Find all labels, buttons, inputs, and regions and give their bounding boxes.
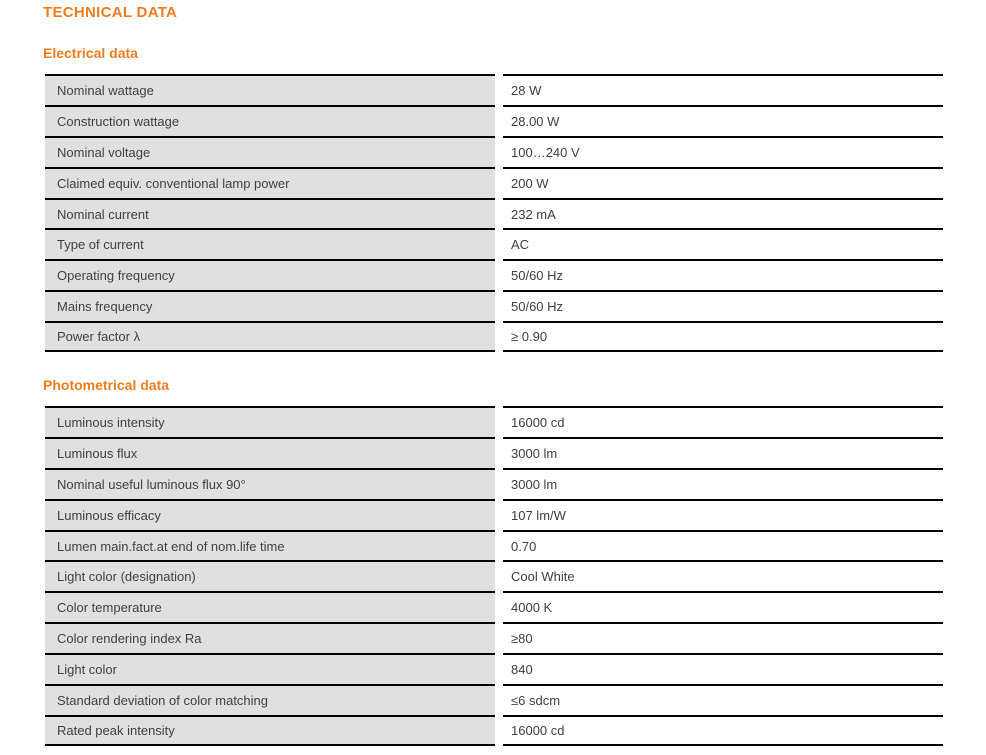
- column-gutter: [495, 530, 503, 561]
- row-label-cell: Luminous flux: [45, 437, 495, 468]
- column-gutter: [495, 136, 503, 167]
- column-gutter: [495, 259, 503, 290]
- technical-table: [45, 406, 943, 746]
- table-row: [45, 136, 943, 167]
- row-value-cell: ≥ 0.90: [503, 321, 943, 352]
- column-gutter: [495, 684, 503, 715]
- row-label-cell: Nominal wattage: [45, 74, 495, 105]
- table-row: [45, 560, 943, 591]
- row-value-cell: 107 lm/W: [503, 499, 943, 530]
- row-value-cell: ≥80: [503, 622, 943, 653]
- column-gutter: [495, 74, 503, 105]
- row-value-cell: 28 W: [503, 74, 943, 105]
- row-label-cell: Light color (designation): [45, 560, 495, 591]
- row-label-cell: Mains frequency: [45, 290, 495, 321]
- row-label-cell: Nominal useful luminous flux 90°: [45, 468, 495, 499]
- column-gutter: [495, 321, 503, 352]
- row-value-cell: 16000 cd: [503, 715, 943, 746]
- row-value-cell: 3000 lm: [503, 468, 943, 499]
- column-gutter: [495, 653, 503, 684]
- column-gutter: [495, 290, 503, 321]
- column-gutter: [495, 228, 503, 259]
- column-gutter: [495, 560, 503, 591]
- column-gutter: [495, 622, 503, 653]
- row-label-cell: Claimed equiv. conventional lamp power: [45, 167, 495, 198]
- table-row: [45, 622, 943, 653]
- table-row: [45, 259, 943, 290]
- row-value-cell: 50/60 Hz: [503, 290, 943, 321]
- table-row: [45, 167, 943, 198]
- row-label-cell: Power factor λ: [45, 321, 495, 352]
- row-label-cell: Standard deviation of color matching: [45, 684, 495, 715]
- row-label-cell: Type of current: [45, 228, 495, 259]
- column-gutter: [495, 198, 503, 229]
- table-row: [45, 321, 943, 352]
- data-section: [43, 46, 942, 352]
- row-value-cell: 0.70: [503, 530, 943, 561]
- section-heading: Photometrical data: [43, 377, 170, 394]
- row-value-cell: 232 mA: [503, 198, 943, 229]
- column-gutter: [495, 499, 503, 530]
- row-value-cell: 3000 lm: [503, 437, 943, 468]
- row-label-cell: Color temperature: [45, 591, 495, 622]
- row-label-cell: Luminous efficacy: [45, 499, 495, 530]
- row-value-cell: 200 W: [503, 167, 943, 198]
- page-title: TECHNICAL DATA: [43, 4, 178, 21]
- row-label-cell: Operating frequency: [45, 259, 495, 290]
- table-row: [45, 468, 943, 499]
- data-section: [43, 378, 942, 746]
- column-gutter: [495, 437, 503, 468]
- table-row: [45, 653, 943, 684]
- table-row: [45, 437, 943, 468]
- table-row: [45, 684, 943, 715]
- row-label-cell: Light color: [45, 653, 495, 684]
- column-gutter: [495, 468, 503, 499]
- section-heading: Electrical data: [43, 45, 138, 61]
- column-gutter: [495, 591, 503, 622]
- table-row: [45, 228, 943, 259]
- table-row: [45, 406, 943, 437]
- table-row: [45, 74, 943, 105]
- row-value-cell: 50/60 Hz: [503, 259, 943, 290]
- table-row: [45, 105, 943, 136]
- row-label-cell: Lumen main.fact.at end of nom.life time: [45, 530, 495, 561]
- column-gutter: [495, 167, 503, 198]
- row-value-cell: 28.00 W: [503, 105, 943, 136]
- row-label-cell: Construction wattage: [45, 105, 495, 136]
- table-row: [45, 198, 943, 229]
- row-label-cell: Luminous intensity: [45, 406, 495, 437]
- table-row: [45, 290, 943, 321]
- row-value-cell: 840: [503, 653, 943, 684]
- row-label-cell: Nominal current: [45, 198, 495, 229]
- table-row: [45, 499, 943, 530]
- row-value-cell: 100…240 V: [503, 136, 943, 167]
- column-gutter: [495, 715, 503, 746]
- row-value-cell: 4000 K: [503, 591, 943, 622]
- row-value-cell: AC: [503, 228, 943, 259]
- row-value-cell: ≤6 sdcm: [503, 684, 943, 715]
- row-value-cell: 16000 cd: [503, 406, 943, 437]
- row-value-cell: Cool White: [503, 560, 943, 591]
- row-label-cell: Color rendering index Ra: [45, 622, 495, 653]
- table-row: [45, 530, 943, 561]
- table-row: [45, 715, 943, 746]
- technical-table: [45, 74, 943, 352]
- row-label-cell: Nominal voltage: [45, 136, 495, 167]
- row-label-cell: Rated peak intensity: [45, 715, 495, 746]
- column-gutter: [495, 105, 503, 136]
- column-gutter: [495, 406, 503, 437]
- table-row: [45, 591, 943, 622]
- sections-container: [43, 46, 942, 746]
